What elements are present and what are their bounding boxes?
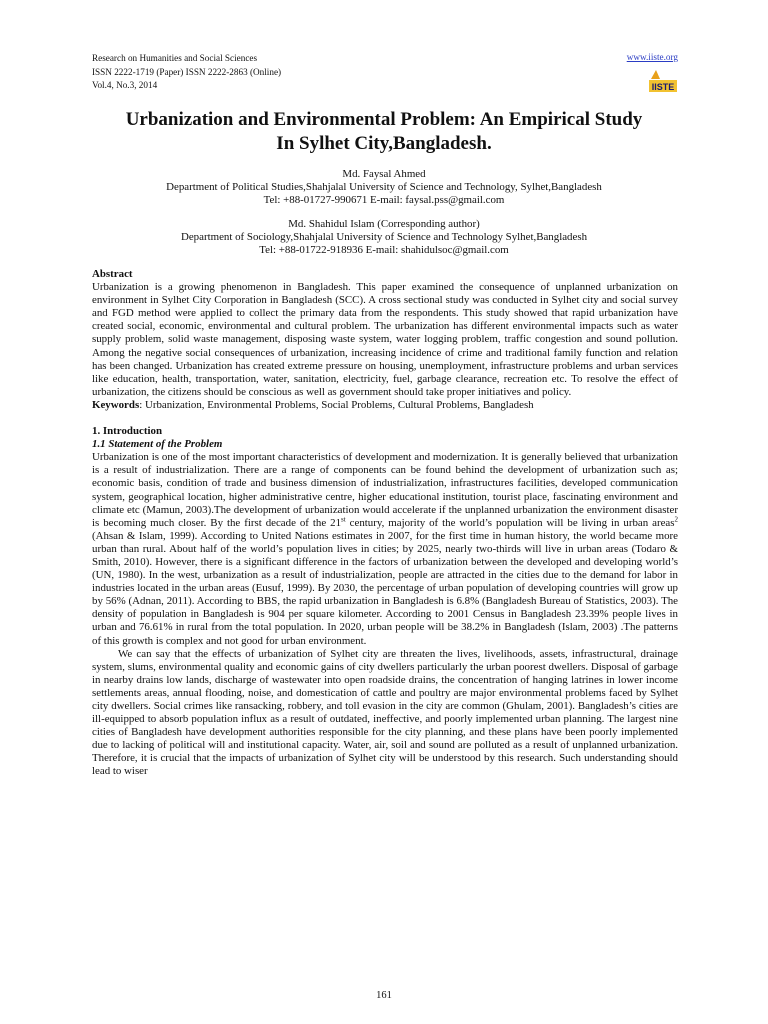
- keywords-line: [92, 399, 678, 412]
- intro-paragraph-1: Urbanization is one of the most important characteristics of development and modernization. It is generally believed that urbanization is a result of industrialization. There are a range of components can be found behind the development of urbanization such as; economic basis, condition of trade and business dimension of industrialization, infrastructures facilities, developed communication system, geographical location, higher administrative centre, higher educational institution, tourist place, fascinating environment and climate etc (Mamun, 2003).The development of urbanization would accelerate if the unplanned urbanization the environment disaster is becoming much closer. By the first decade of the 21st century, majority of the world’s population will be living in urban areas$^2$ (Ahsan & Islam, 1999). According to United Nations estimates in 2007, for the first time in human history, the world became more urban than rural. About half of the world’s population lives in cities; by 2025, nearly two-thirds will live in urban areas (Todaro & Smith, 2010). However, there is a significant difference in the factors of urbanization between the developed and developing world’s (UN, 1980). In the west, urbanization as a result of industrialization, people are attracted in the cities due to the demand for labor in industries located in the urban areas (Eusuf, 1999). By 2030, the percentage of urban population of developing countries will grow up by 56% (Adnan, 2011). According to BBS, the rapid urbanization in Bangladesh is 6.8% (Bangladesh Bureau of Statistics, 2003). The density of population in Bangladesh is 904 per square kilometer. According to 2001 Census in Bangladesh 23.39% people lives in urban and 76.61% in rural from the total population. In 2020, urban people will be 38.2% in Bangladesh (Islam, 2003) .The patterns of this growth is complex and not good for urban environment.: [92, 451, 678, 647]
- superscript-st: st: [341, 515, 346, 524]
- page-number: 161: [376, 990, 392, 1001]
- intro-paragraph-2: We can say that the effects of urbanization of Sylhet city are threaten the lives, livelihoods, assets, infrastructural, drainage system, slums, environmental quality and economic gains of city dwellers particularly the urban poorest dwellers. Disposal of garbage in nearby drains low lands, discharge of wastewater into open roadside drains, the concentration of hanging latrines in lower income settlements areas, annual flooding, noise, and domestication of cattle and poultry are major environmental problems faced by Sylhet city dwellers. Social crimes like ransacking, robbery, and toll evasion in the city are common (Ghulam, 2001). Bangladesh’s cities are ill-equipped to absorb population influx as a result of outdated, ineffective, and poorly implemented urban planning. The largest nine cities of Bangladesh have development authorities responsible for the city planning, and these plans have been poorly implemented due to lacking of political will and institutional capacity. Water, air, soil and sound are polluted as a result of unplanned urbanization. Therefore, it is crucial that the impacts of urbanization of Sylhet city will be understood by this research. Such understanding should lead to wiser: [92, 647, 678, 778]
- title-line-2: In Sylhet City,Bangladesh.: [276, 133, 492, 154]
- abstract-text: Urbanization is a growing phenomenon in Bangladesh. This paper examined the consequence of unplanned urbanization on environment in Sylhet City Corporation in Bangladesh (SCC). A cross sectional study was conducted in Sylhet city and social survey and FGD method were applied to collect the primary data from the respondents. This study showed that rapid urbanization have created social, economic, environmental and cultural problem. The urbanization has different environmental impacts such as water supply problem, solid waste management, disposing waste system, water logging problem, traffic congestion and sound pollution. Among the negative social consequences of urbanization, increasing incidence of crime and traditional family function and relation has been changed. Urbanization has created extreme pressure on housing, unemployment, infrastructure problems and urban services like education, health, transportation, water, sanitation, electricity, fuel, garbage clearance, recreation etc. To resolve the effect of urbanization, the citizens should be conscious as well as government should take proper initiatives and policy.: [92, 281, 678, 398]
- iiste-logo-icon: [648, 67, 678, 93]
- abstract-heading: Abstract: [92, 268, 133, 280]
- journal-issn: ISSN 2222-1719 (Paper) ISSN 2222-2863 (Online): [92, 66, 282, 77]
- keywords-label: Keywords: [92, 398, 140, 411]
- journal-header: [92, 52, 678, 94]
- journal-info: [92, 52, 281, 93]
- paper-body: [92, 268, 678, 779]
- subsection-heading-statement: 1.1 Statement of the Problem: [92, 438, 223, 451]
- author-1-affiliation: Department of Political Studies,Shahjalal University of Science and Technology, Sylhet,Bangladesh: [166, 181, 602, 194]
- journal-url-link[interactable]: www.iiste.org: [626, 52, 678, 62]
- logo-text: IISTE: [651, 82, 675, 92]
- keywords-text: : Urbanization, Environmental Problems, Social Problems, Cultural Problems, Bangladesh: [139, 398, 534, 411]
- author-2-affiliation: Department of Sociology,Shahjalal University of Science and Technology Sylhet,Bangladesh: [180, 231, 588, 244]
- title-line-1: Urbanization and Environmental Problem: An Empirical Study: [125, 109, 643, 130]
- footnote-ref-2: 2: [674, 515, 678, 524]
- author-2-name: Md. Shahidul Islam (Corresponding author): [288, 218, 480, 231]
- author-2-contact: Tel: +88-01722-918936 E-mail: shahidulsoc@gmail.com: [259, 244, 509, 257]
- section-heading-introduction: 1. Introduction: [92, 425, 162, 438]
- authors-block: [80, 168, 688, 258]
- paper-title: [80, 108, 688, 156]
- author-1-name: Md. Faysal Ahmed: [342, 168, 426, 180]
- journal-name: Research on Humanities and Social Sciences: [92, 53, 258, 63]
- journal-volume: Vol.4, No.3, 2014: [92, 80, 158, 91]
- author-1-contact: Tel: +88-01727-990671 E-mail: faysal.pss@gmail.com: [263, 194, 505, 207]
